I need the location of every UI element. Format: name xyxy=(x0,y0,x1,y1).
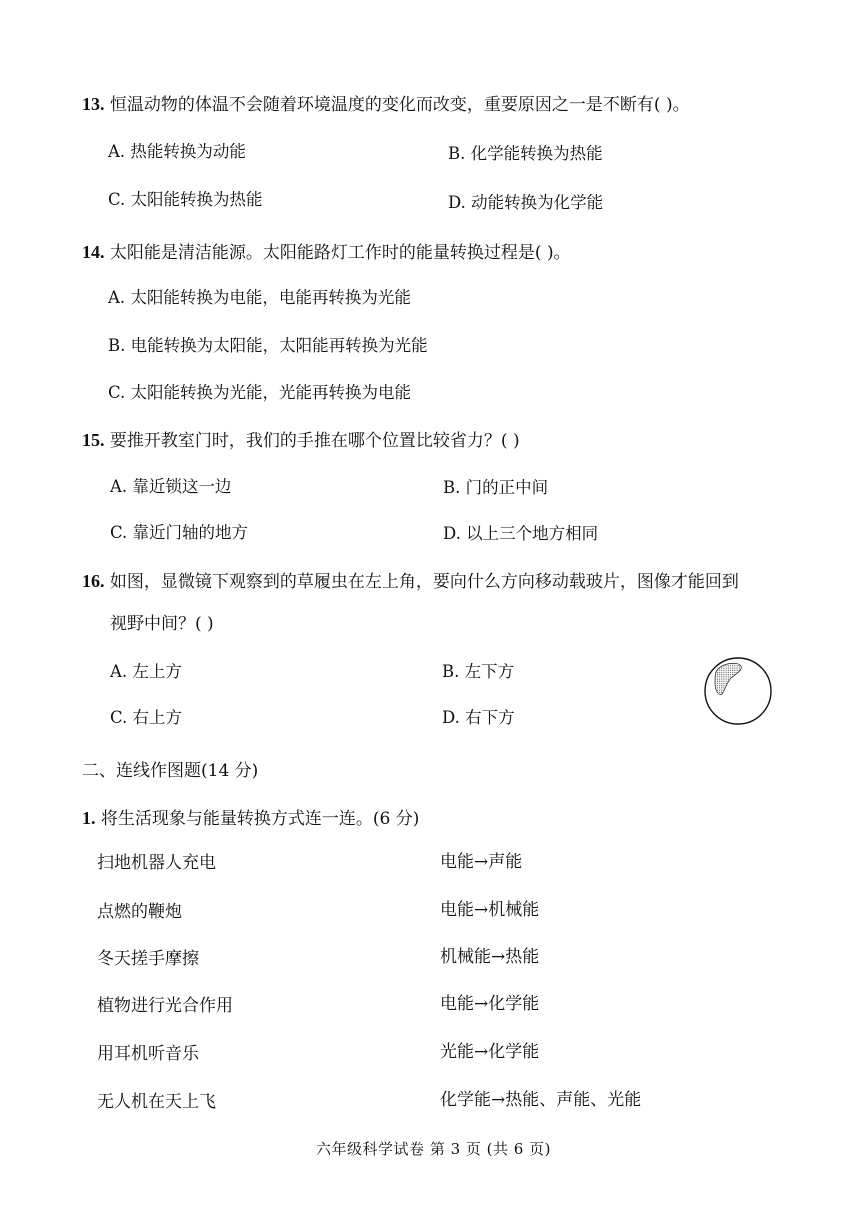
match-right-item: 电能→机械能 xyxy=(440,900,540,920)
option-16-d: D. 右下方 xyxy=(442,708,515,727)
prompt-number: 1. xyxy=(82,808,96,828)
prompt-text: 将生活现象与能量转换方式连一连。(6 分) xyxy=(100,809,420,829)
match-left-item: 扫地机器人充电 xyxy=(97,853,216,873)
option-13-c: C. 太阳能转换为热能 xyxy=(108,190,263,209)
option-15-c: C. 靠近门轴的地方 xyxy=(110,523,249,542)
question-13 xyxy=(82,93,690,116)
question-number: 14. xyxy=(82,242,105,262)
question-text: 太阳能是清洁能源。太阳能路灯工作时的能量转换过程是( )。 xyxy=(109,243,571,263)
option-14-b: B. 电能转换为太阳能，太阳能再转换为光能 xyxy=(108,336,428,355)
microscope-field-figure xyxy=(703,656,773,726)
option-16-b: B. 左下方 xyxy=(442,662,515,681)
question-16-continuation: 视野中间？( ) xyxy=(110,614,214,634)
match-right-item: 光能→化学能 xyxy=(440,1042,540,1062)
question-text: 要推开教室门时，我们的手推在哪个位置比较省力？( ) xyxy=(109,431,520,451)
section-title: 二、连线作图题(14 分) xyxy=(82,761,259,781)
option-15-b: B. 门的正中间 xyxy=(443,478,549,497)
question-number: 15. xyxy=(82,430,105,450)
question-16 xyxy=(82,570,739,593)
option-15-d: D. 以上三个地方相同 xyxy=(443,524,599,543)
match-left-item: 点燃的鞭炮 xyxy=(97,902,182,922)
option-15-a: A. 靠近锁这一边 xyxy=(110,477,232,496)
match-left-item: 冬天搓手摩擦 xyxy=(97,949,199,969)
match-right-item: 化学能→热能、声能、光能 xyxy=(440,1090,642,1110)
question-number: 13. xyxy=(82,94,105,114)
option-13-d: D. 动能转换为化学能 xyxy=(448,193,604,212)
match-right-item: 电能→化学能 xyxy=(440,994,540,1014)
question-text: 如图，显微镜下观察到的草履虫在左上角，要向什么方向移动载玻片，图像才能回到 xyxy=(109,572,739,592)
match-right-item: 机械能→热能 xyxy=(440,947,540,967)
option-14-a: A. 太阳能转换为电能，电能再转换为光能 xyxy=(108,288,411,307)
matching-prompt xyxy=(82,807,419,830)
option-13-b: B. 化学能转换为热能 xyxy=(448,144,603,163)
question-14 xyxy=(82,241,571,264)
option-13-a: A. 热能转换为动能 xyxy=(108,142,246,161)
match-left-item: 无人机在天上飞 xyxy=(97,1092,216,1112)
question-text: 恒温动物的体温不会随着环境温度的变化而改变，重要原因之一是不断有( )。 xyxy=(109,95,690,115)
match-left-item: 用耳机听音乐 xyxy=(97,1044,199,1064)
question-number: 16. xyxy=(82,571,105,591)
question-15 xyxy=(82,429,520,452)
option-14-c: C. 太阳能转换为光能，光能再转换为电能 xyxy=(108,383,412,402)
match-right-item: 电能→声能 xyxy=(440,852,523,872)
option-16-a: A. 左上方 xyxy=(110,662,182,681)
match-left-item: 植物进行光合作用 xyxy=(97,996,233,1016)
option-16-c: C. 右上方 xyxy=(110,708,183,727)
page-footer: 六年级科学试卷 第 3 页 (共 6 页) xyxy=(316,1140,551,1158)
